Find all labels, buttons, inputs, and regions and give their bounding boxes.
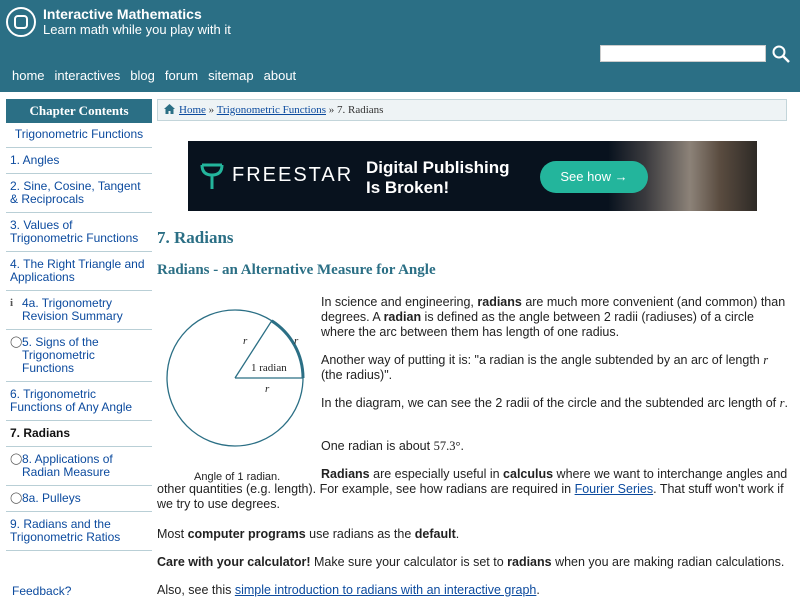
sidebar-item-pulleys[interactable]: ◯ 8a. Pulleys	[6, 486, 152, 512]
advert-headline-line2: Is Broken!	[366, 178, 450, 197]
sidebar-item-angles[interactable]: 1. Angles	[6, 148, 152, 174]
site-header	[0, 0, 800, 92]
paragraph-one-radian: One radian is about 57.3°.	[321, 439, 464, 453]
sidebar-item-values[interactable]: 3. Values of Trigonometric Functions	[6, 213, 152, 252]
diagram-label-r2: r	[265, 383, 270, 395]
section-title: Radians - an Alternative Measure for Angle	[157, 262, 436, 278]
paragraph-computer-programs: Most computer programs use radians as the default.	[157, 527, 460, 541]
sidebar-item-revision-summary[interactable]: i 4a. Trigonometry Revision Summary	[6, 291, 152, 330]
sidebar-item-trig-ratios[interactable]: 9. Radians and the Trigonometric Ratios	[6, 512, 152, 551]
mouse-icon: ◯	[10, 492, 23, 504]
nav-interactives[interactable]: interactives	[54, 68, 121, 83]
breadcrumb-home[interactable]: Home	[179, 104, 206, 116]
top-nav	[12, 68, 306, 83]
search-icon[interactable]	[771, 44, 791, 64]
site-tagline: Learn math while you play with it	[43, 22, 231, 37]
advert-see-how-button[interactable]: See how →	[540, 161, 648, 193]
breadcrumb-trig[interactable]: Trigonometric Functions	[216, 104, 326, 116]
paragraph-another-way: Another way of putting it is: "a radian is the angle subtended by an arc of length r (the radius)".	[321, 353, 769, 382]
diagram-angle-label: 1 radian	[251, 362, 287, 374]
nav-about[interactable]: about	[263, 68, 297, 83]
sidebar-item-applications[interactable]: ◯ 8. Applications of Radian Measure	[6, 447, 152, 486]
feedback-link[interactable]: Feedback?	[12, 584, 72, 598]
nav-sitemap[interactable]: sitemap	[208, 68, 254, 83]
advert-headline-line1: Digital Publishing	[366, 158, 510, 177]
nav-blog[interactable]: blog	[130, 68, 155, 83]
diagram-caption: Angle of 1 radian.	[194, 471, 281, 483]
search-input[interactable]	[600, 45, 766, 62]
radians-intro-link[interactable]: simple introduction to radians with an interactive graph	[234, 583, 537, 597]
info-icon: i	[10, 297, 14, 309]
sidebar-item-any-angle[interactable]: 6. Trigonometric Functions of Any Angle	[6, 382, 152, 421]
chapter-sidebar	[6, 99, 152, 551]
fourier-series-link[interactable]: Fourier Series	[574, 482, 654, 496]
sidebar-heading: Chapter Contents	[6, 99, 152, 123]
diagram-label-arc: r	[294, 335, 299, 347]
breadcrumb-current: 7. Radians	[337, 104, 384, 116]
site-logo-icon[interactable]	[6, 7, 36, 37]
paragraph-calculator: Care with your calculator! Make sure your calculator is set to radians when you are making radian calculations.	[157, 555, 785, 569]
mouse-icon: ◯	[10, 336, 23, 348]
diagram-label-r1: r	[243, 335, 248, 347]
freestar-logo-icon	[198, 161, 226, 191]
paragraph-diagram: In the diagram, we can see the 2 radii of the circle and the subtended arc length of r.	[321, 396, 788, 410]
breadcrumb	[157, 99, 787, 121]
nav-home[interactable]: home	[12, 68, 45, 83]
site-title[interactable]: Interactive Mathematics	[43, 6, 202, 22]
breadcrumb-separator: »	[208, 104, 215, 116]
sidebar-item-radians[interactable]: 7. Radians	[6, 421, 152, 447]
page-title: 7. Radians	[157, 228, 234, 247]
breadcrumb-separator: »	[328, 104, 335, 116]
advert-headline	[366, 158, 510, 198]
sidebar-item-sine-cosine[interactable]: 2. Sine, Cosine, Tangent & Reciprocals	[6, 174, 152, 213]
home-icon	[164, 104, 175, 114]
paragraph-calculus: Radians are especially useful in calculus where we want to interchange angles and other quantities (e.g. length). For example, see how radians are required in Fourier Series. That stuff won't work if we try to use degrees.	[157, 467, 788, 511]
advert-banner[interactable]	[188, 141, 757, 211]
radian-diagram	[160, 306, 310, 462]
sidebar-item-trig-functions[interactable]: Trigonometric Functions	[6, 123, 152, 148]
advert-brand: FREESTAR	[232, 164, 354, 186]
sidebar-item-signs[interactable]: ◯ 5. Signs of the Trigonometric Functions	[6, 330, 152, 382]
paragraph-definition: In science and engineering, radians are much more convenient (and common) than degrees. A radian is defined as the angle between 2 radii (radiuses) of a circle where the arc between them has length of one radius.	[321, 295, 786, 339]
sidebar-item-right-triangle[interactable]: 4. The Right Triangle and Applications	[6, 252, 152, 291]
mouse-icon: ◯	[10, 453, 23, 465]
nav-forum[interactable]: forum	[164, 68, 199, 83]
paragraph-also-see: Also, see this simple introduction to radians with an interactive graph.	[157, 583, 540, 597]
